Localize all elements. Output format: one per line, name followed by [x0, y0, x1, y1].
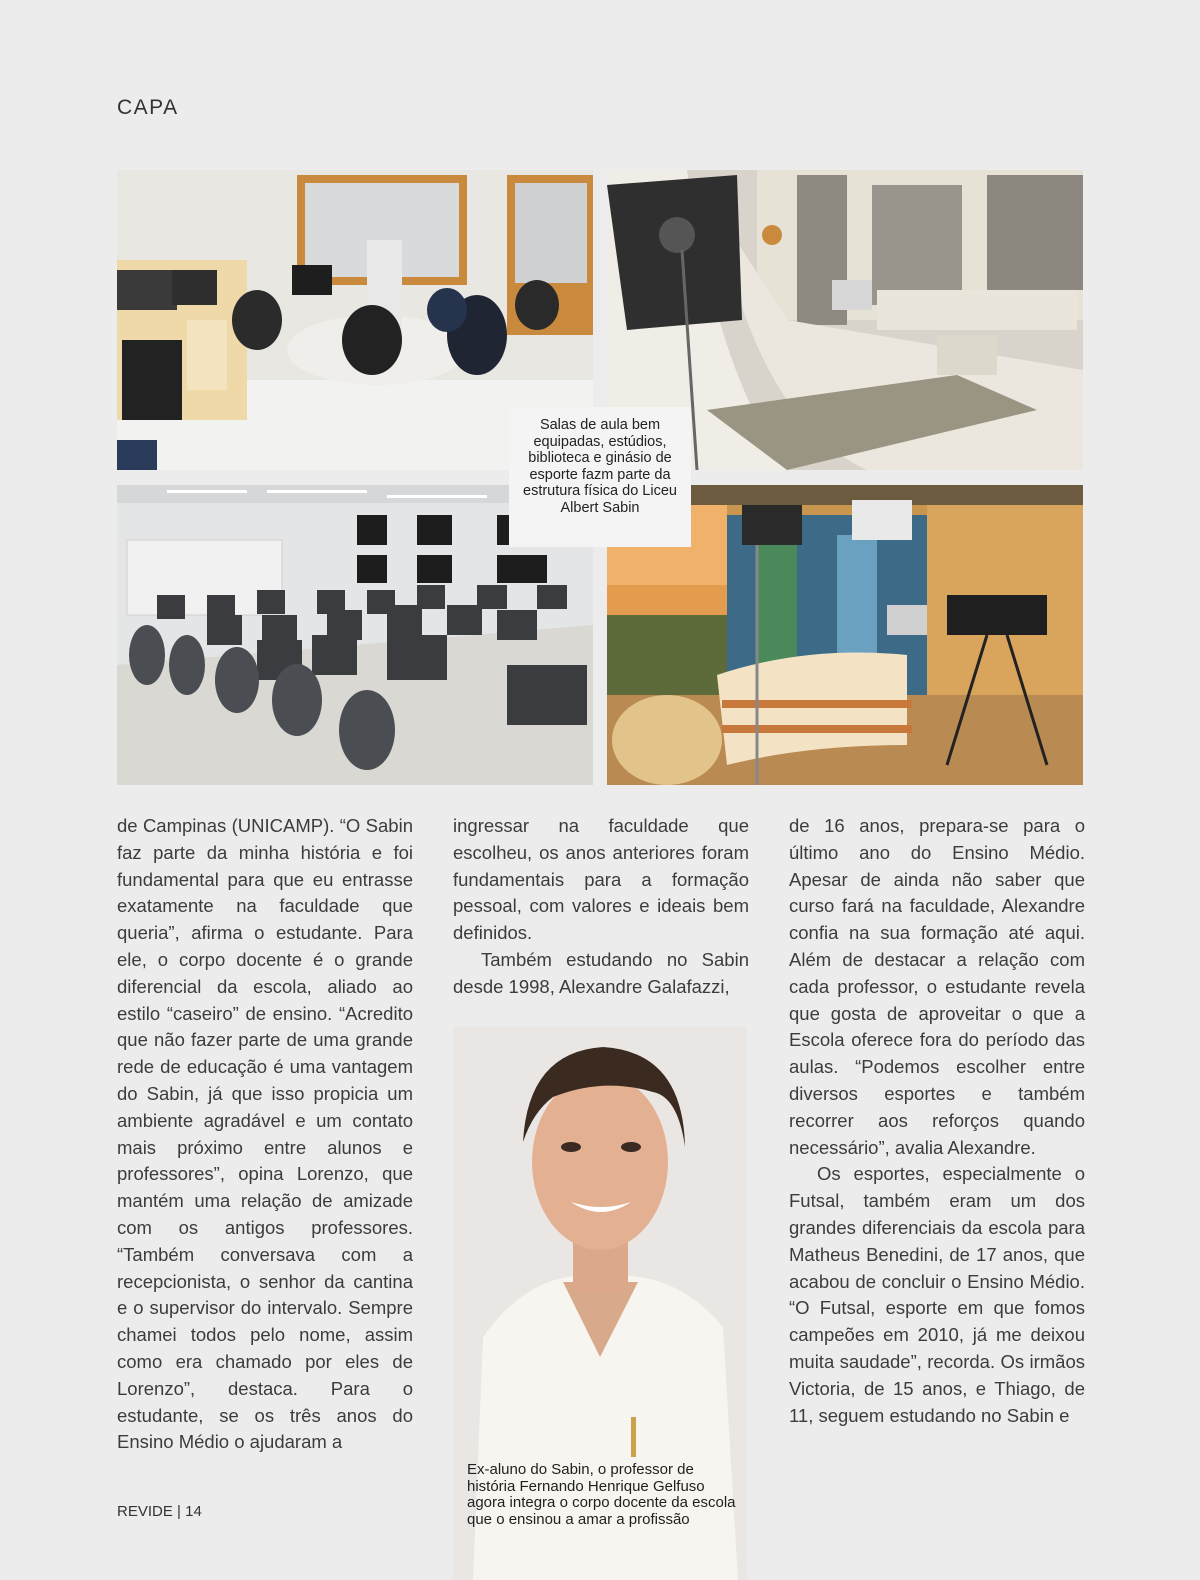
article-paragraph: ingressar na faculdade que escolheu, os anos anteriores foram fundamentais para a formação pessoal, com valores e ideais bem definidos. — [453, 815, 749, 944]
article-column-2 — [453, 813, 749, 1001]
page-number: 14 — [185, 1503, 202, 1520]
magazine-name: REVIDE — [117, 1503, 173, 1520]
section-label: CAPA — [117, 96, 179, 119]
article-paragraph: Também estudando no Sabin desde 1998, Alexandre Galafazzi, — [453, 948, 749, 997]
article-paragraph: de Campinas (UNICAMP). “O Sabin faz parte da minha história e foi fundamental para que eu entrasse exatamente na faculdade que queria”, afirma o estudante. Para ele, o corpo docente é o grande diferencial da escola, aliado ao estilo “caseiro” de ensino. “Acredito que não fazer parte de uma grande rede de educação é uma vantagem do Sabin, já que isso propicia um ambiente agradável e um contato mais próximo entre alunos e professores”, opina Lorenzo, que mantém uma relação de amizade com os antigos professores. “Também conversava com a recepcionista, o senhor da cantina e o supervisor do intervalo. Sempre chamei todos pelo nome, assim como era chamado por eles de Lorenzo”, destaca. Para o estudante, se os três anos do Ensino Médio o ajudaram a — [117, 815, 413, 1453]
article-paragraph: de 16 anos, prepara-se para o último ano do Ensino Médio. Apesar de ainda não saber que curso fará na faculdade, Alexandre confia na sua formação até aqui. Além de destacar a relação com cada professor, o estudante revela que gosta de aproveitar o que a Escola oferece fora do período das aulas. “Podemos escolher entre diversos esportes e também recorrer aos reforços quando necessário”, avalia Alexandre. — [789, 815, 1085, 1158]
page-footer — [117, 1503, 202, 1520]
photo-caption: Salas de aula bem equipadas, estúdios, biblioteca e ginásio de esporte fazm parte da estrutura física do Liceu Albert Sabin — [509, 407, 691, 547]
article-column-3 — [789, 813, 1085, 1429]
footer-separator: | — [177, 1503, 181, 1520]
article-column-1 — [117, 813, 413, 1453]
portrait-caption: Ex-aluno do Sabin, o professor de história Fernando Henrique Gelfuso agora integra o corpo docente da escola que o ensinou a amar a profissão — [467, 1461, 736, 1528]
article-paragraph: Os esportes, especialmente o Futsal, também eram um dos grandes diferenciais da escola para Matheus Benedini, de 17 anos, que acabou de concluir o Ensino Médio. “O Futsal, esporte em que fomos campeões em 2010, já me deixou muita saudade”, recorda. Os irmãos Victoria, de 15 anos, e Thiago, de 11, seguem estudando no Sabin e — [789, 1163, 1085, 1426]
